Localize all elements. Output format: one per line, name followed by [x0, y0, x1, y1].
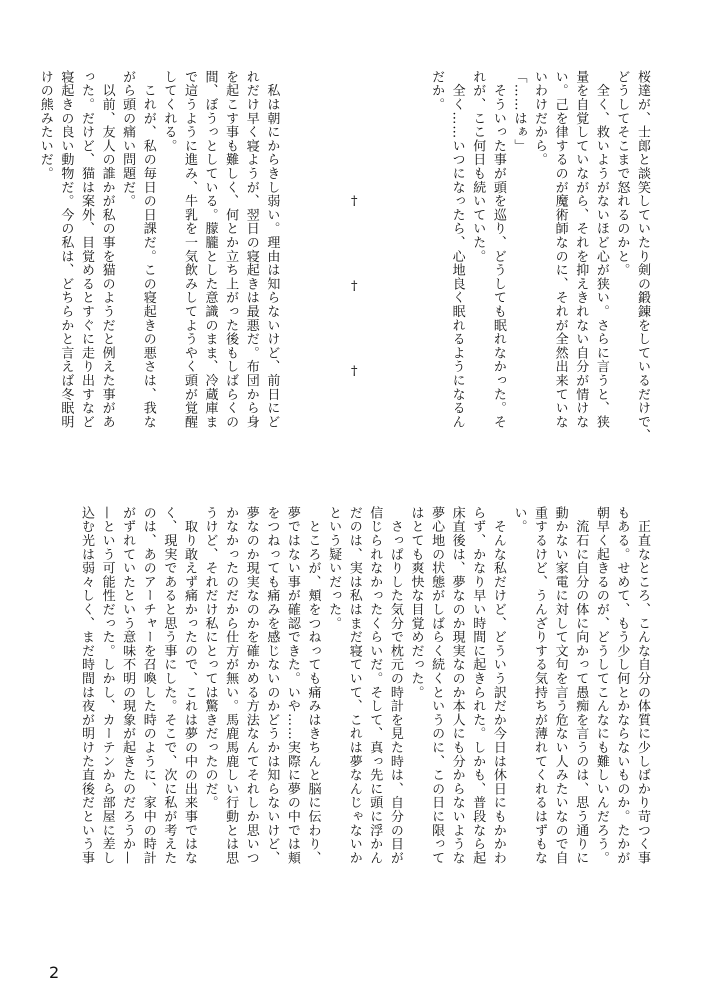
- lower-text-block: 正直なところ、こんな自分の体質に少しばかり苛つく事 もある。せめて、もう少し何とかならないものか。たかが 朝早く起きるのが、どうしてこんなにも難しいんだろう。 流石に自分の体に向かって愚痴を言うのは、思う通りに 動かない家電に対して文句を言う危ない人みたいなので自 重するけど、うんざりする気持ちが薄れてくれるはずもな い。 そんな私だけど、どういう訳だか今日は休日にもかかわ らず、かなり早い時間に起きられた。しかも、普段なら起 床直後は、夢なのか現実なのか本人にも分からないような 夢心地の状態がしばらく続くというのに、この日に限って はとても爽快な目覚めだった。 さっぱりした気分で枕元の時計を見た時は、自分の目が 信じられなかったくらいだ。そして、真っ先に頭に浮かん だのは、実は私はまだ寝ていて、これは夢なんじゃないか という疑いだった。 ところが、頬をつねっても痛みはきちんと脳に伝わり、 夢ではない事が確認できた。いや……実際に夢の中では頬 をつねっても痛みを感じないのかどうかは知らないけど、 夢なのか現実なのかを確かめる方法なんてそれしか思いつ かなかったのだから仕方が無い。馬鹿馬鹿しい行動とは思 うけど、それだけ私にとっては驚きだったのだ。 取り敢えず痛かったので、これは夢の中の出来事ではな く、現実であると思う事にした。そこで、次に私が考えた のは、あのアーチャーを召喚した時のように、家中の時計 がずれていたという意味不明の現象が起きたのだろうか— —という可能性だった。しかし、カーテンから部屋に差し 込む光は弱々しく、まだ時間は夜が明けた直後だという事: [78, 506, 650, 865]
- page-number: 2: [49, 963, 60, 982]
- upper-text-block: 桜達が、士郎と談笑していたり剣の鍛錬をしているだけで、 どうしてそこまで怒れるのかと。 全く、救いようがないほど心が狭い。さらに言うと、狭 量を自覚していながら、それを抑えきれない自分が情けな い。己を律するのが魔術師なのに、それが全然出来ていな いわけだから。 「……はぁ」 そういった事が頭を巡り、どうしても眠れなかった。そ れが、ここ何日も続いていた。 全く……いつになったら、心地良く眠れるようになるん だか。 † † † 私は朝にからきし弱い。理由は知らないけど、前日にど れだけ早く寝ようが、翌日の寝起きは最悪だ。布団から身 を起こす事も難しく、何とか立ち上がった後もしばらくの 間、ぼうっとしている。朦朧とした意識のまま、冷蔵庫ま で這うように進み、牛乳を一気飲みしてようやく頭が覚醒 してくれる。 これが、私の毎日の日課だ。この寝起きの悪さは、我な がら頭の痛い問題だ。 以前、友人の誰かが私の事を猫のようだと例えた事があ った。だけど、猫は案外、目覚めるとすぐに走り出すなど 寝起きの良い動物だ。今の私は、どちらかと言えば冬眠明 けの熊みたいだ。: [37, 70, 650, 443]
